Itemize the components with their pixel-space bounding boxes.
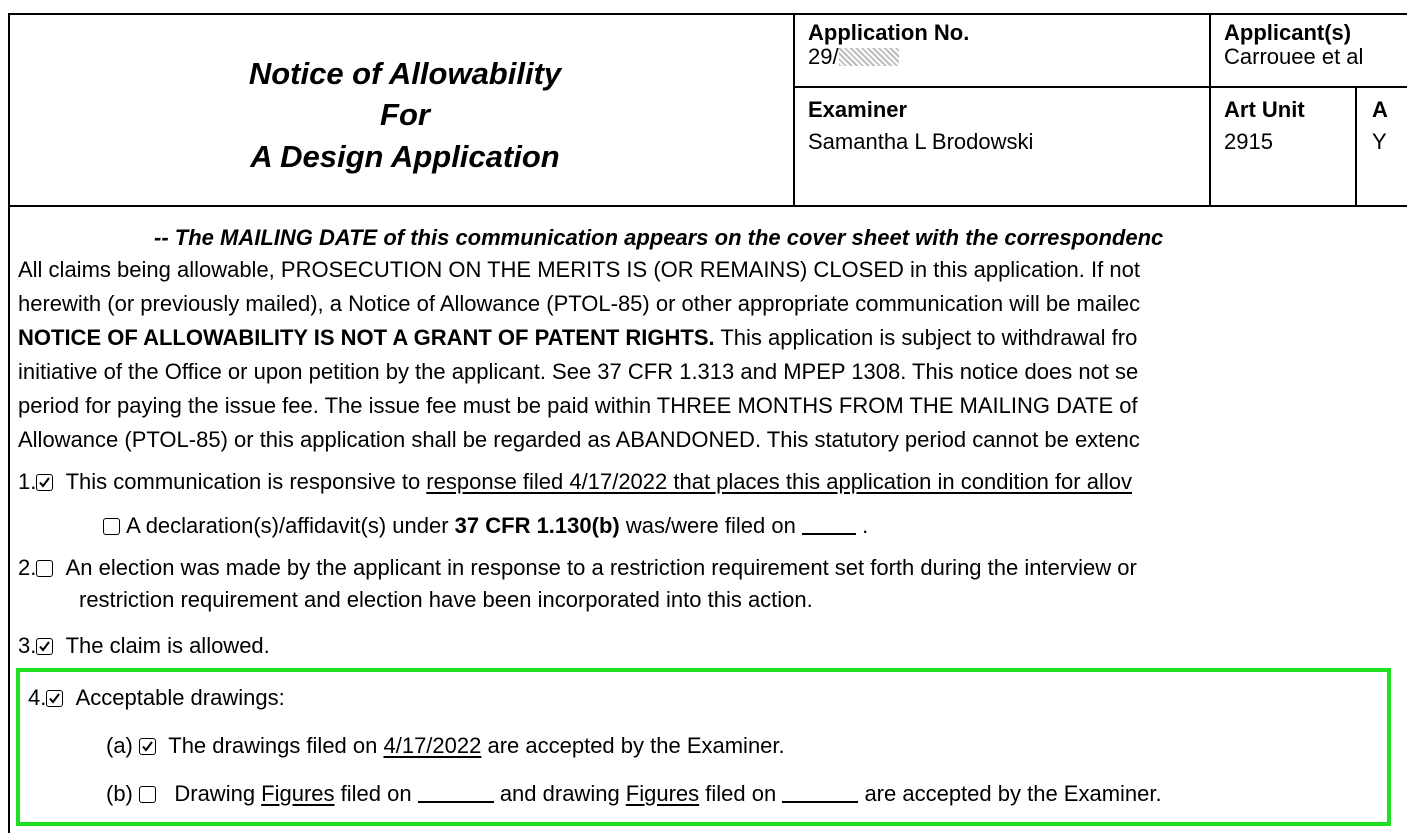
item-4b-text-post: are accepted by the Examiner. [858,781,1162,806]
checkmark-icon [38,640,51,653]
item-2-line-1: An election was made by the applicant in response to a restriction requirement set forth during the interview or [65,555,1137,580]
header-divider-applicant [1209,13,1211,206]
item-3-text: The claim is allowed. [65,633,270,658]
item-1a-rule: 37 CFR 1.130(b) [454,513,620,538]
aia-status-label: A [1372,97,1388,122]
notice-title-line1: Notice of Allowability [248,56,562,91]
applicants-value: Carrouee et al [1224,44,1364,69]
item-4a-label: (a) [106,733,133,758]
item-4a-text-post: are accepted by the Examiner. [481,733,785,758]
paragraph-line-2: herewith (or previously mailed), a Notice of Allowance (PTOL-85) or other appropriate communication will be mailec [18,291,1141,316]
header-row-divider [793,86,1407,88]
item-4-text: Acceptable drawings: [75,685,285,710]
paragraph-line-4: initiative of the Office or upon petition by the applicant. See 37 CFR 1.313 and MPEP 1308. This notice does not se [18,359,1139,384]
art-unit-label: Art Unit [1224,97,1305,122]
item-1-checkbox[interactable] [36,474,53,491]
item-4b-filed-on-1: filed on [334,781,418,806]
item-1a-text-post: was/were filed on [619,513,796,538]
item-2-number: 2. [18,555,37,580]
item-4b-text-pre: Drawing [174,781,262,806]
item-1a-checkbox[interactable] [103,518,120,535]
item-4b [106,780,1162,808]
mailing-date-notice: -- The MAILING DATE of this communication appears on the cover sheet with the correspondenc [154,225,1164,250]
applicants-label: Applicant(s) [1224,20,1352,45]
item-4a-checkbox[interactable] [139,738,156,755]
item-4-number: 4. [28,685,47,710]
notice-title-line2: For [380,97,430,132]
item-2-checkbox[interactable] [36,560,53,577]
item-4b-date-blank-2 [782,783,858,803]
checkmark-icon [38,476,51,489]
item-4b-label: (b) [106,781,133,806]
table-top-border [8,13,1407,15]
examiner-value: Samantha L Brodowski [808,129,1034,154]
paragraph-line-3-rest: This application is subject to withdrawal fro [714,325,1138,350]
application-no-label: Application No. [808,20,970,45]
paragraph-line-3 [18,324,1137,352]
table-left-border [8,13,10,833]
examiner-label: Examiner [808,97,908,122]
item-1-text: This communication is responsive to [65,469,427,494]
item-3-checkbox[interactable] [36,638,53,655]
item-4b-and-drawing: and drawing [493,781,626,806]
item-3-number: 3. [18,633,37,658]
item-1 [18,468,1132,496]
item-4a-text-pre: The drawings filed on [168,733,384,758]
header-divider-artunit [1355,86,1357,206]
item-4b-checkbox[interactable] [139,786,156,803]
paragraph-line-5: period for paying the issue fee. The issue fee must be paid within THREE MONTHS FROM THE MAILING DATE of [18,393,1138,418]
item-1a-end: . [862,513,869,538]
item-3 [18,632,270,660]
aia-status-value: Y [1372,129,1387,154]
item-4b-date-blank-1 [418,783,494,803]
item-4b-figures-2: Figures [625,781,700,806]
header-bottom-border [8,205,1407,207]
not-a-grant-statement: NOTICE OF ALLOWABILITY IS NOT A GRANT OF PATENT RIGHTS. [18,325,715,350]
item-1a-text-pre: A declaration(s)/affidavit(s) under [126,513,455,538]
item-4a-date: 4/17/2022 [383,733,482,758]
header-divider-title [793,13,795,206]
item-1-number: 1. [18,469,37,494]
item-4a [106,732,785,760]
application-no-value [808,44,899,70]
application-no-prefix: 29/ [808,44,839,69]
item-1a-date-blank [802,515,856,535]
redacted-number [839,48,899,66]
art-unit-value: 2915 [1224,129,1273,154]
notice-title-line3: A Design Application [250,139,560,174]
item-1a [103,512,868,540]
item-2-line-2: restriction requirement and election have been incorporated into this action. [79,587,813,612]
item-4b-figures-1: Figures [261,781,335,806]
item-4b-filed-on-2: filed on [699,781,783,806]
item-2 [18,554,1137,582]
item-1-response: response filed 4/17/2022 that places this application in condition for allov [426,469,1132,494]
item-4-checkbox[interactable] [46,690,63,707]
checkmark-icon [48,692,61,705]
item-4 [28,684,285,712]
paragraph-line-1: All claims being allowable, PROSECUTION ON THE MERITS IS (OR REMAINS) CLOSED in this application. If not [18,257,1140,282]
paragraph-line-6: Allowance (PTOL-85) or this application shall be regarded as ABANDONED. This statutory period cannot be extenc [18,427,1140,452]
checkmark-icon [141,740,154,753]
